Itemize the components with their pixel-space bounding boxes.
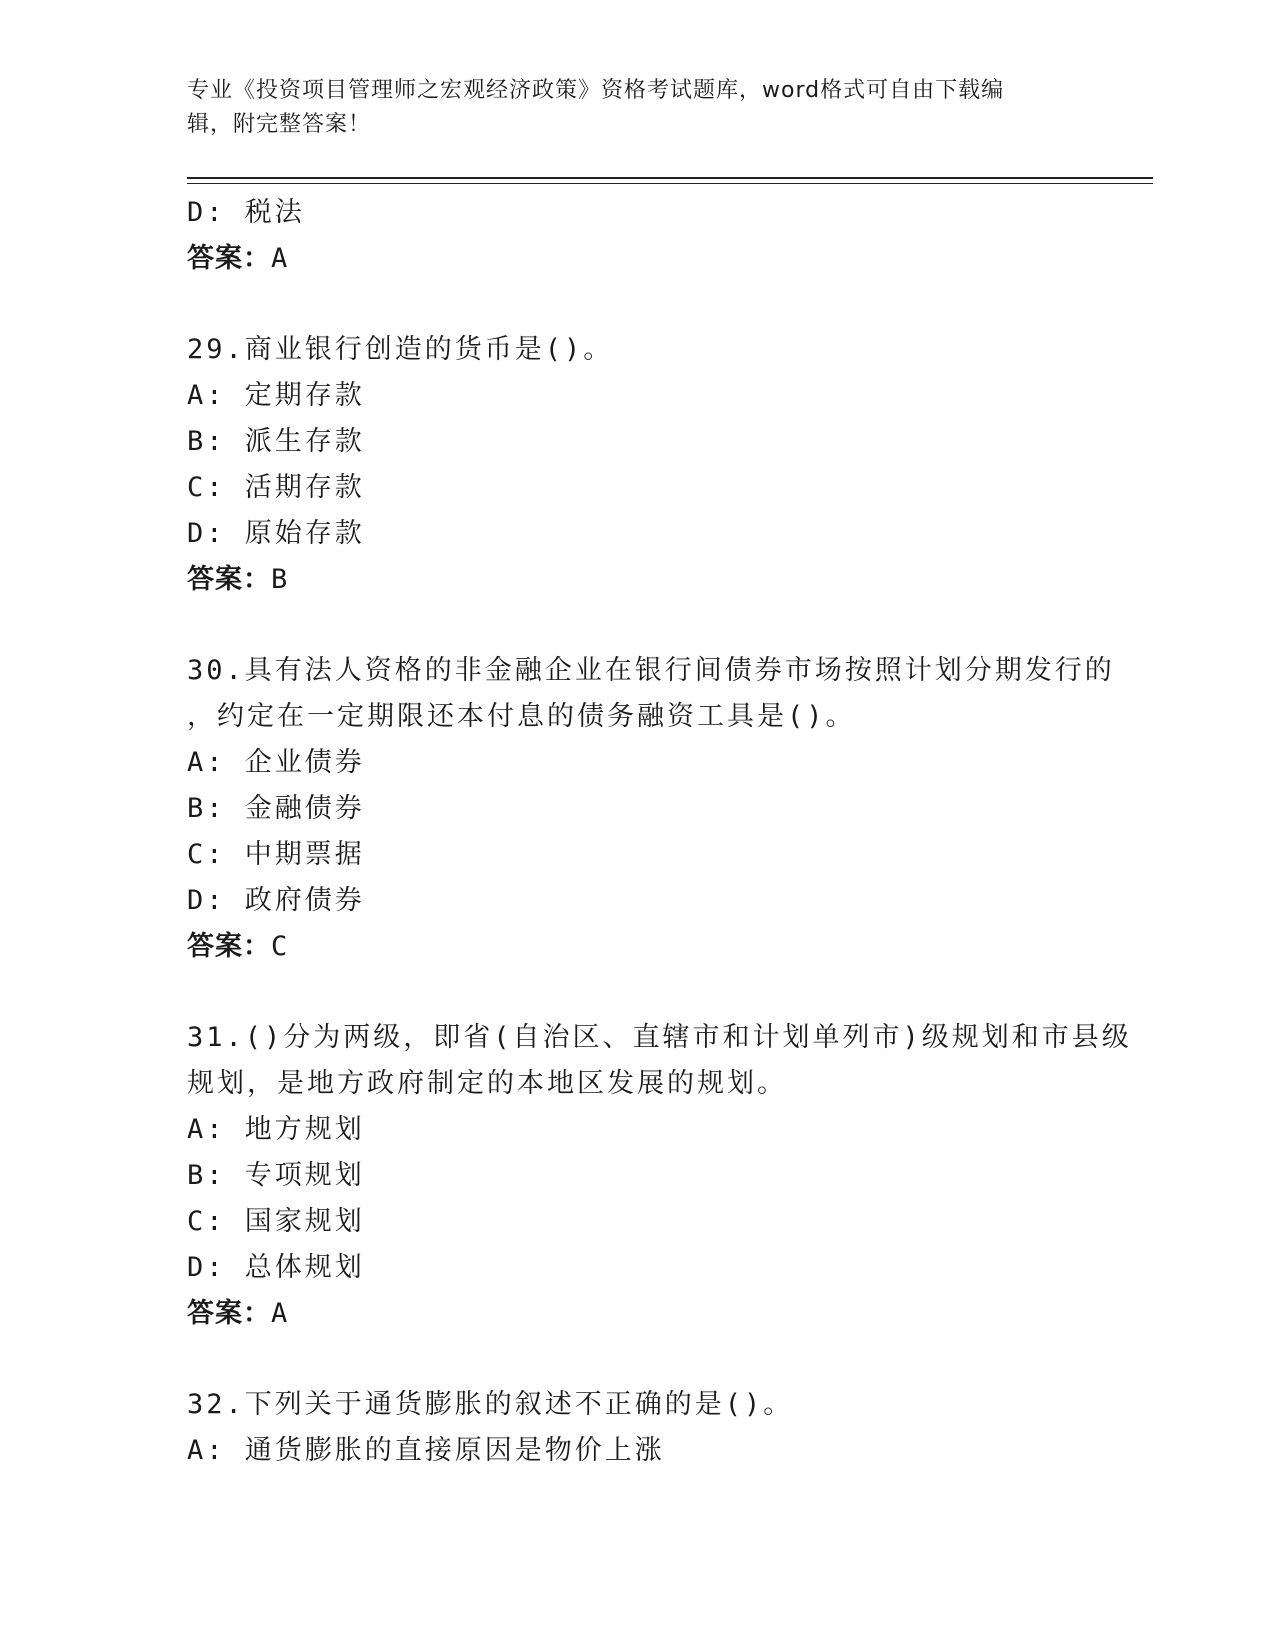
header-line-2: 辑，附完整答案！	[187, 112, 372, 137]
answer-value: C	[271, 931, 289, 962]
question-stem-line-2: ，约定在一定期限还本付息的债务融资工具是()。	[187, 701, 856, 732]
question-29	[187, 327, 1087, 603]
option-a: A: 地方规划	[187, 1114, 365, 1145]
header-divider	[187, 177, 1153, 179]
question-28-tail	[187, 190, 1087, 282]
option-d: D: 总体规划	[187, 1252, 365, 1283]
option-b: B: 专项规划	[187, 1160, 365, 1191]
option-b: B: 金融债券	[187, 793, 365, 824]
option-d: D: 税法	[187, 197, 305, 228]
answer-label: 答案：	[187, 243, 271, 274]
answer-value: A	[271, 1298, 289, 1329]
option-d: D: 原始存款	[187, 518, 365, 549]
question-stem: 29.商业银行创造的货币是()。	[187, 334, 614, 365]
header-line-1: 专业《投资项目管理师之宏观经济政策》资格考试题库，word格式可自由下载编	[187, 78, 1005, 103]
option-a: A: 定期存款	[187, 380, 365, 411]
answer-value: B	[271, 564, 289, 595]
answer-label: 答案：	[187, 564, 271, 595]
spacer	[187, 603, 1087, 648]
answer-value: A	[271, 243, 289, 274]
question-list	[187, 190, 1132, 1474]
question-stem: 32.下列关于通货膨胀的叙述不正确的是()。	[187, 1389, 794, 1420]
answer-line	[187, 557, 1087, 603]
question-31	[187, 1015, 1132, 1337]
option-a: A: 通货膨胀的直接原因是物价上涨	[187, 1435, 665, 1466]
spacer	[187, 970, 1087, 1015]
option-c: C: 活期存款	[187, 472, 365, 503]
header-divider-thin	[187, 183, 1153, 184]
question-30	[187, 648, 1115, 970]
answer-line	[187, 236, 1087, 282]
question-stem-line-1: 30.具有法人资格的非金融企业在银行间债券市场按照计划分期发行的	[187, 655, 1115, 686]
spacer	[187, 282, 1087, 327]
header-note	[187, 74, 1087, 142]
answer-line	[187, 1291, 1087, 1337]
answer-label: 答案：	[187, 931, 271, 962]
spacer	[187, 1337, 1087, 1382]
option-c: C: 国家规划	[187, 1206, 365, 1237]
question-32	[187, 1382, 1087, 1474]
option-d: D: 政府债券	[187, 885, 365, 916]
option-c: C: 中期票据	[187, 839, 365, 870]
option-a: A: 企业债券	[187, 747, 365, 778]
question-stem-line-1: 31.()分为两级，即省(自治区、直辖市和计划单列市)级规划和市县级	[187, 1022, 1132, 1053]
question-stem-line-2: 规划，是地方政府制定的本地区发展的规划。	[187, 1068, 787, 1099]
answer-line	[187, 924, 1087, 970]
option-b: B: 派生存款	[187, 426, 365, 457]
answer-label: 答案：	[187, 1298, 271, 1329]
